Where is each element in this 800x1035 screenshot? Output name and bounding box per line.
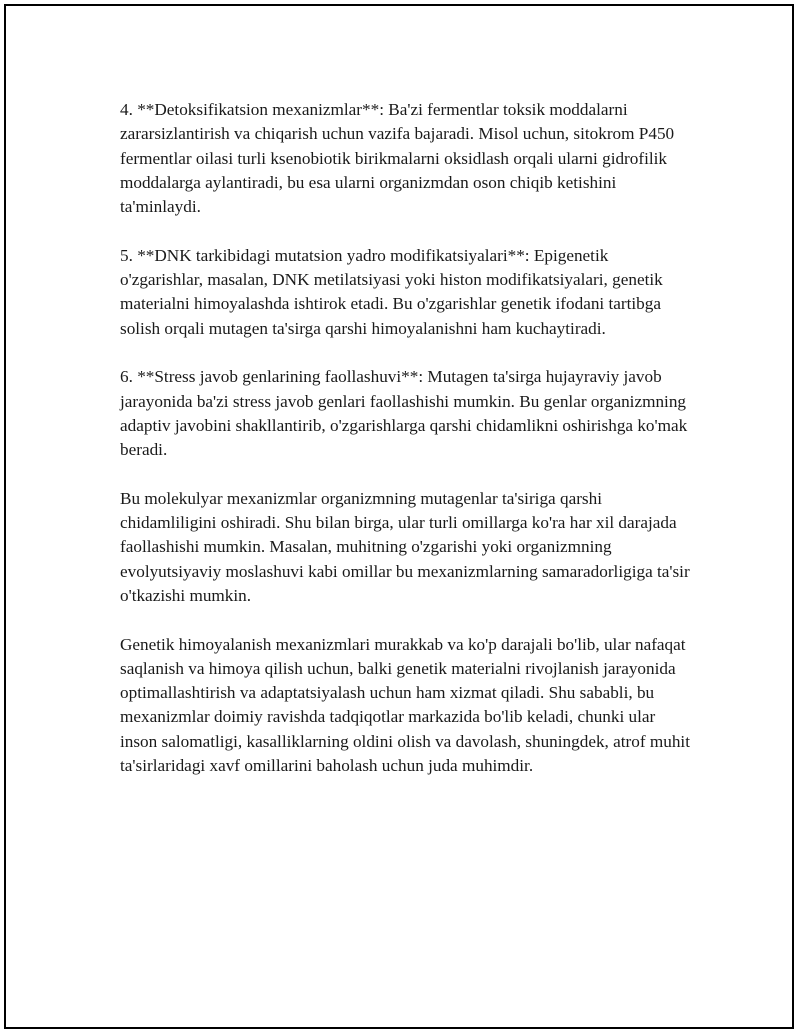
paragraph-genetic-protection: Genetik himoyalanish mexanizmlari murakkab va ko'p darajali bo'lib, ular nafaqat saqlanish va himoya qilish uchun, balki genetik materialni rivojlanish jarayonida optimallashtirish va adaptatsiyalash uchun ham xizmat qiladi. Shu sababli, bu mexanizmlar doimiy ravishda tadqiqotlar markazida bo'lib keladi, chunki ular inson salomatligi, kasalliklarning oldini olish va davolash, shuningdek, atrof muhit ta'sirlaridagi xavf omillarini baholash uchun juda muhimdir. (120, 634, 690, 776)
document-body (120, 98, 690, 803)
paragraph-stress-response: 6. **Stress javob genlarining faollashuvi**: Mutagen ta'sirga hujayraviy javob jarayonida ba'zi stress javob genlari faollashishi mumkin. Bu genlar organizmning adaptiv javobini shakllantirib, o'zgarishlarga qarshi chidamlikni oshirishga ko'mak beradi. (120, 367, 688, 460)
paragraph-molecular-mechanisms: Bu molekulyar mexanizmlar organizmning mutagenlar ta'siriga qarshi chidamliligini oshiradi. Shu bilan birga, ular turli omillarga ko'ra har xil darajada faollashishi mumkin. Masalan, muhitning o'zgarishi yoki organizmning evolyutsiyaviy moslashuvi kabi omillar bu mexanizmlarning samaradorligiga ta'sir o'tkazishi mumkin. (120, 488, 690, 605)
paragraph-dna-modifications: 5. **DNK tarkibidagi mutatsion yadro modifikatsiyalari**: Epigenetik o'zgarishlar, masalan, DNK metilatsiyasi yoki histon modifikatsiyalari, genetik materialni himoyalashda ishtirok etadi. Bu o'zgarishlar genetik ifodani tartibga solish orqali mutagen ta'sirga qarshi himoyalanishni ham kuchaytiradi. (120, 245, 663, 338)
paragraph-detoxification: 4. **Detoksifikatsion mexanizmlar**: Ba'zi fermentlar toksik moddalarni zararsizlantirish va chiqarish uchun vazifa bajaradi. Misol uchun, sitokrom P450 fermentlar oilasi turli ksenobiotik birikmalarni oksidlash orqali ularni gidrofilik moddalarga aylantiradi, bu esa ularni organizmdan oson chiqib ketishini ta'minlaydi. (120, 100, 675, 217)
document-page (4, 4, 794, 1029)
